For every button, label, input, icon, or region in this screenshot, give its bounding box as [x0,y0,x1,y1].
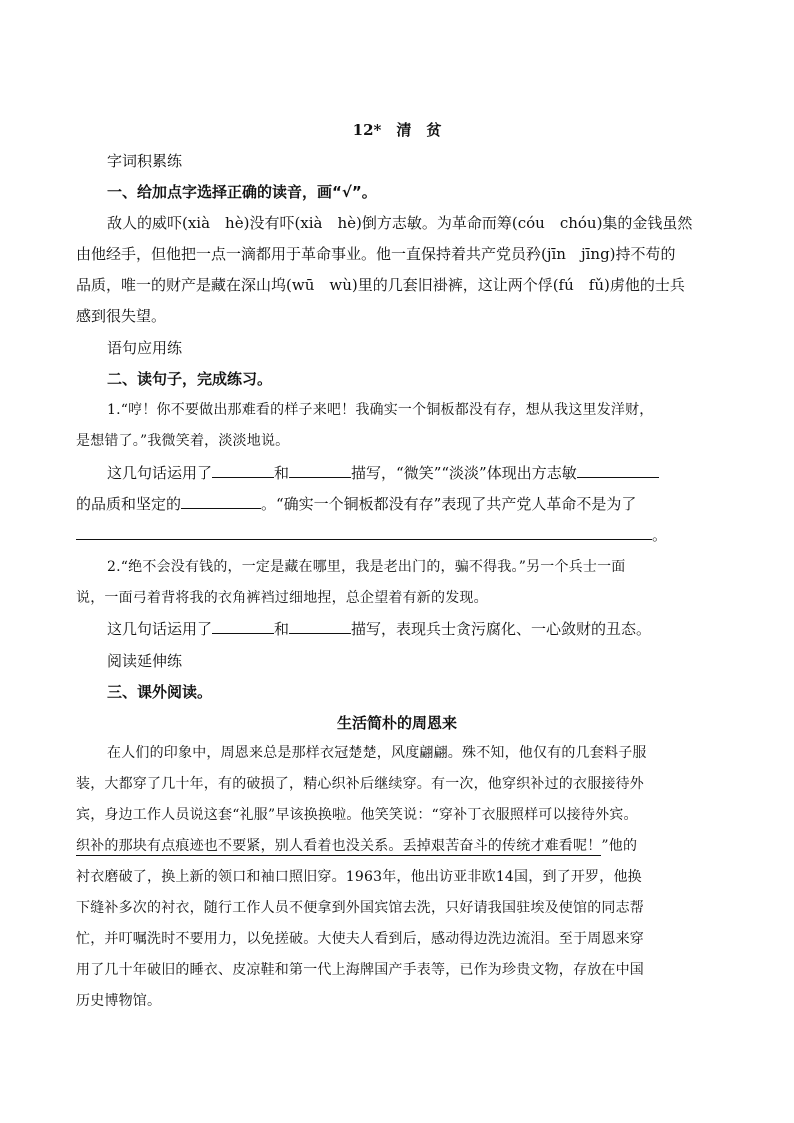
item1-quote-line-2: 是想错了。”我微笑着，淡淡地说。 [76,433,290,449]
item1-quote-line-1: 1.“哼！你不要做出那难看的样子来吧！我确实一个铜板都没有存，想从我这里发洋财， [107,402,654,418]
passage-line-5: 衬衣磨破了，换上新的领口和袖口照旧穿。1963年，他出访亚非欧14国，到了开罗，他换 [76,869,642,885]
answer-blank[interactable] [212,619,274,634]
passage-line-8: 用了几十年破旧的睡衣、皮凉鞋和第一代上海牌国产手表等，已作为珍贵文物，存放在中国 [76,962,644,978]
section-heading-vocabulary: 字词积累练 [107,152,183,170]
question-2-title: 二、读句子，完成练习。 [107,370,273,388]
q1-text-line-3: 品质，唯一的财产是藏在深山坞(wū wù)里的几套旧褂裤，这让两个俘(fú fǔ)虏他的士兵 [76,276,685,294]
passage-line-6: 下缝补多次的衬衣，随行工作人员不便拿到外国宾馆去洗，只好请我国驻埃及使馆的同志帮 [76,900,644,916]
fill-text: 。“确实一个铜板都没有存”表现了共产党人革命不是为了 [261,495,637,513]
fill-text: 这几句话运用了 [107,464,213,482]
underlined-sentence: 织补的那块有点痕迹也不要紧，别人看着也没关系。丢掉艰苦奋斗的传统才难看呢！ [76,838,602,854]
item2-quote-line-2: 说，一面弓着背将我的衣角裤裆过细地捏，总企望着有新的发现。 [76,590,488,606]
answer-blank[interactable] [577,463,659,478]
passage-line-1: 在人们的印象中，周恩来总是那样衣冠楚楚，风度翩翩。殊不知，他仅有的几套料子服 [107,745,647,761]
section-heading-reading: 阅读延伸练 [107,652,183,670]
question-3-title: 三、课外阅读。 [107,683,213,701]
passage-line-7: 忙，并叮嘱洗时不要用力，以免搓破。大使夫人看到后，感动得边洗边流泪。至于周恩来穿 [76,931,644,947]
passage-line-2: 装，大都穿了几十年，有的破损了，精心织补后继续穿。有一次，他穿织补过的衣服接待外 [76,776,644,792]
fill-text: 描写，“微笑”“淡淡”体现出方志敏 [351,464,577,482]
answer-blank[interactable] [212,463,274,478]
page-title: 12* 清 贫 [352,121,442,139]
item1-fill-line-2 [76,493,636,515]
passage-line-9: 历史博物馆。 [76,993,162,1009]
item2-fill-line [107,618,651,640]
item1-fill-line-1 [107,462,659,484]
answer-blank[interactable] [289,463,351,478]
passage-line-4 [76,835,637,857]
item1-fill-line-3 [76,524,667,546]
fill-text: 。 [652,526,668,544]
answer-blank[interactable] [76,525,652,540]
fill-text: 和 [274,464,290,482]
q1-text-line-2: 由他经手，但他把一点一滴都用于革命事业。他一直保持着共产党员矜(jīn jīng)持不苟的 [76,245,676,263]
passage-line-4-tail: ”他的 [601,838,638,854]
answer-blank[interactable] [289,619,351,634]
section-heading-sentence: 语句应用练 [107,339,183,357]
fill-text: 描写，表现兵士贪污腐化、一心敛财的丑态。 [351,620,652,638]
answer-blank[interactable] [181,494,261,509]
item2-quote-line-1: 2.“绝不会没有钱的，一定是藏在哪里，我是老出门的，骗不得我。”另一个兵士一面 [107,559,626,575]
fill-text: 这几句话运用了 [107,620,213,638]
q1-text-line-1: 敌人的威吓(xià hè)没有吓(xià hè)倒方志敏。为革命而筹(cóu chóu)集的金钱虽然 [107,214,693,232]
fill-text: 的品质和坚定的 [76,495,182,513]
passage-line-3: 宾，身边工作人员说这套“礼服”早该换换啦。他笑笑说：“穿补丁衣服照样可以接待外宾。 [76,807,638,823]
question-1-title: 一、给加点字选择正确的读音，画“√”。 [107,183,377,201]
q1-text-line-4: 感到很失望。 [76,307,167,325]
fill-text: 和 [274,620,290,638]
passage-title: 生活简朴的周恩来 [336,714,457,732]
